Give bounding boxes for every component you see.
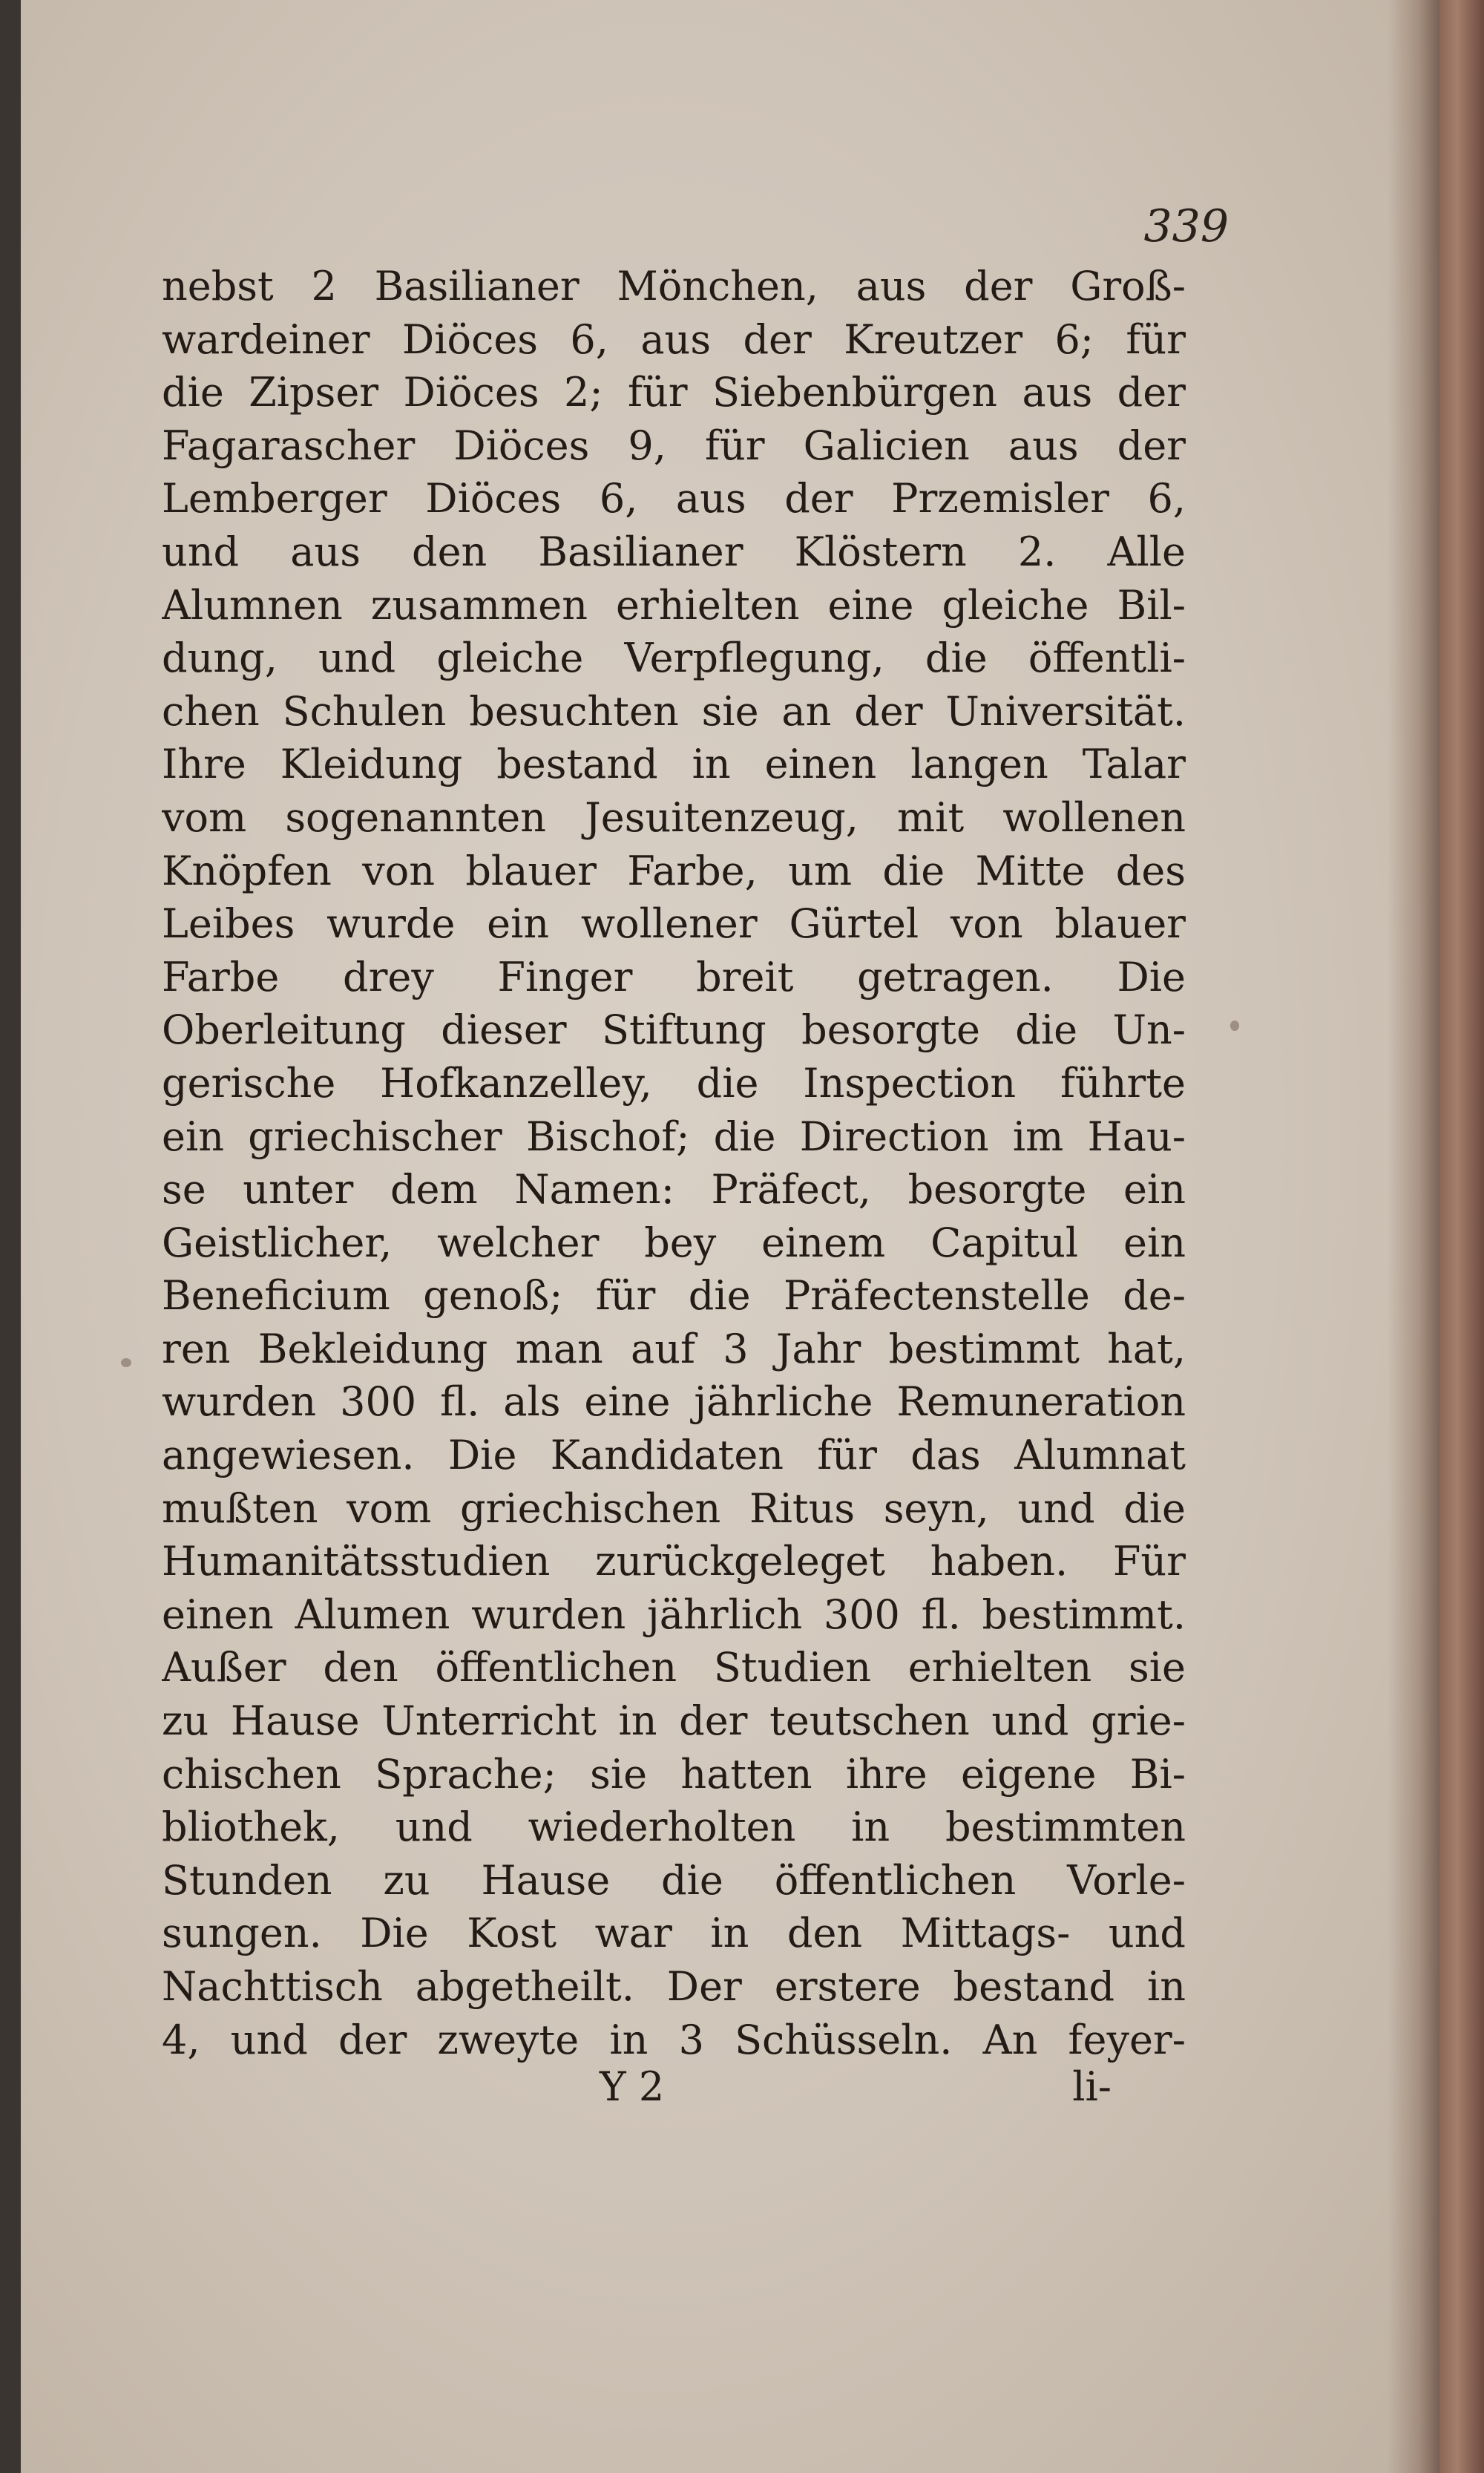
signature-mark: Y 2 bbox=[600, 2063, 665, 2110]
text-line: ren Bekleidung man auf 3 Jahr bestimmt hat, bbox=[162, 1325, 1186, 1372]
page-shadow bbox=[1388, 0, 1439, 2473]
text-line: die Zipser Diöces 2; für Siebenbürgen aus der bbox=[162, 369, 1186, 416]
catchword: li- bbox=[1072, 2063, 1112, 2110]
text-line: chischen Sprache; sie hatten ihre eigene Bi- bbox=[162, 1750, 1186, 1798]
book-page bbox=[21, 0, 1439, 2473]
text-line: einen Alumen wurden jährlich 300 fl. bestimmt. bbox=[162, 1591, 1186, 1638]
text-line: Nachttisch abgetheilt. Der erstere bestand in bbox=[162, 1963, 1186, 2010]
page-footer bbox=[600, 2063, 1112, 2123]
text-line: Außer den öffentlichen Studien erhielten sie bbox=[162, 1644, 1186, 1691]
text-line: Stunden zu Hause die öffentlichen Vorle- bbox=[162, 1856, 1186, 1904]
text-line: gerische Hofkanzelley, die Inspection führte bbox=[162, 1059, 1186, 1107]
text-line: und aus den Basilianer Klöstern 2. Alle bbox=[162, 528, 1186, 575]
paper-speck bbox=[1230, 1021, 1239, 1031]
text-line: mußten vom griechischen Ritus seyn, und die bbox=[162, 1484, 1186, 1532]
book-edge bbox=[1439, 0, 1484, 2473]
text-line: dung, und gleiche Verpflegung, die öffentli- bbox=[162, 635, 1186, 682]
text-line: sungen. Die Kost war in den Mittags- und bbox=[162, 1910, 1186, 1957]
text-line: Ihre Kleidung bestand in einen langen Talar bbox=[162, 741, 1186, 788]
text-line: Geistlicher, welcher bey einem Capitul ein bbox=[162, 1219, 1186, 1266]
page-number: 339 bbox=[1143, 200, 1229, 252]
text-line: Knöpfen von blauer Farbe, um die Mitte des bbox=[162, 847, 1186, 894]
text-line: wurden 300 fl. als eine jährliche Remuneration bbox=[162, 1378, 1186, 1426]
text-line: Farbe drey Finger breit getragen. Die bbox=[162, 953, 1186, 1000]
text-line: nebst 2 Basilianer Mönchen, aus der Groß- bbox=[162, 263, 1186, 309]
text-line: angewiesen. Die Kandidaten für das Alumnat bbox=[162, 1432, 1186, 1479]
text-line: Humanitätsstudien zurückgeleget haben. Für bbox=[162, 1538, 1186, 1585]
paper-speck bbox=[121, 1358, 131, 1367]
text-line: Fagarascher Diöces 9, für Galicien aus der bbox=[162, 422, 1186, 469]
text-line: wardeiner Diöces 6, aus der Kreutzer 6; für bbox=[162, 315, 1186, 363]
text-line: Alumnen zusammen erhielten eine gleiche Bil- bbox=[162, 581, 1186, 629]
text-line: Beneficium genoß; für die Präfectenstelle de- bbox=[162, 1272, 1186, 1320]
text-line: ein griechischer Bischof; die Direction im Hau- bbox=[162, 1113, 1186, 1160]
text-line: zu Hause Unterricht in der teutschen und grie- bbox=[162, 1697, 1186, 1745]
text-line: Lemberger Diöces 6, aus der Przemisler 6, bbox=[162, 475, 1186, 523]
body-text bbox=[162, 260, 1186, 2066]
text-line: se unter dem Namen: Präfect, besorgte ein bbox=[162, 1166, 1186, 1213]
text-line: bliothek, und wiederholten in bestimmten bbox=[162, 1804, 1186, 1851]
text-line: Oberleitung dieser Stiftung besorgte die Un- bbox=[162, 1006, 1186, 1054]
text-line: chen Schulen besuchten sie an der Universität. bbox=[162, 687, 1186, 735]
text-line: Leibes wurde ein wollener Gürtel von blauer bbox=[162, 900, 1186, 948]
text-line: 4, und der zweyte in 3 Schüsseln. An feyer- bbox=[162, 2016, 1186, 2063]
text-line: vom sogenannten Jesuitenzeug, mit wollenen bbox=[162, 793, 1186, 841]
